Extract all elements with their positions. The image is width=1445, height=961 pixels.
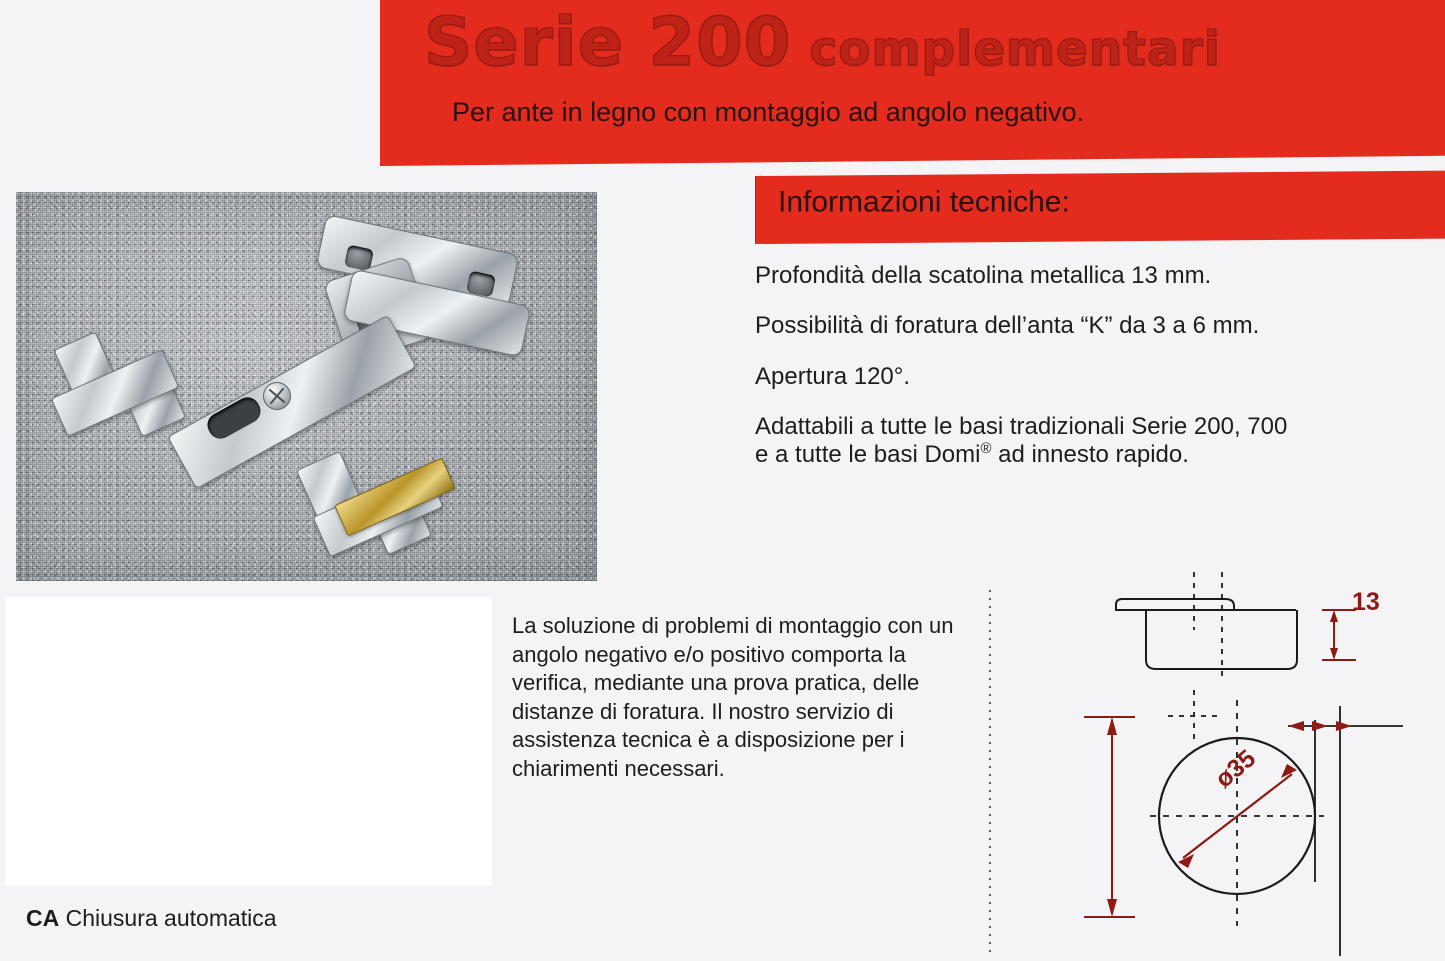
dim13-arrow-down: [1330, 648, 1338, 660]
tech-info-line-4: [755, 413, 1395, 470]
cup-flange-left: [1116, 599, 1296, 610]
tech-info-line-2: Possibilità di foratura dell’anta “K” da 3 a 6 mm.: [755, 312, 1260, 340]
info-header-bar: [755, 171, 1445, 244]
info-header-title: Informazioni tecniche:: [778, 185, 1070, 219]
registered-mark-icon: ®: [980, 441, 992, 458]
height-dim-arrow-up: [1107, 717, 1117, 735]
header-banner: [380, 0, 1445, 166]
height-dim-arrow-down: [1107, 899, 1117, 917]
title-serie-200: Serie 200: [424, 2, 792, 81]
tech-info-line-3: Apertura 120°.: [755, 362, 911, 390]
cup-flange-top: [1122, 599, 1234, 610]
technical-drawing: [960, 560, 1445, 956]
offset-arrow-right-inner: [1312, 721, 1328, 731]
tech-info-line-1: Profondità della scatolina metallica 13 mm.: [755, 262, 1212, 289]
technical-drawing-svg: [960, 560, 1445, 956]
technical-info-list: [755, 262, 1395, 470]
closure-code: CA: [26, 905, 60, 931]
tech-info-line-5-a: e a tutte le basi Domi: [755, 441, 981, 469]
offset-arrow-left: [1288, 721, 1304, 731]
diameter-dimension-label: ø35: [1210, 744, 1262, 794]
dim13-arrow-up: [1330, 610, 1338, 622]
title-complementari: complementari: [809, 21, 1221, 77]
closure-label: Chiusura automatica: [65, 905, 277, 931]
header-subtitle: Per ante in legno con montaggio ad angolo negativo.: [452, 96, 1084, 127]
product-photo: [16, 192, 597, 581]
tech-info-line-5-b: ad innesto rapido.: [991, 441, 1189, 469]
tech-info-line-4-text: Adattabili a tutte le basi tradizionali Serie 200, 700: [755, 412, 1288, 440]
page-title: [424, 3, 1221, 81]
blank-white-panel: [5, 597, 492, 886]
offset-arrow-right-outer: [1336, 721, 1352, 731]
hinge-adjust-screw-icon: [263, 382, 291, 410]
closure-caption: [26, 905, 277, 932]
depth-dimension-label: 13: [1352, 588, 1380, 616]
mounting-note-paragraph: La soluzione di problemi di montaggio con un angolo negativo e/o positivo comporta la verifica, mediante una prova pratica, delle distanze di foratura. Il nostro servizio di assistenza tecnica è a disposizione per i chiarimenti necessari.: [512, 613, 954, 781]
